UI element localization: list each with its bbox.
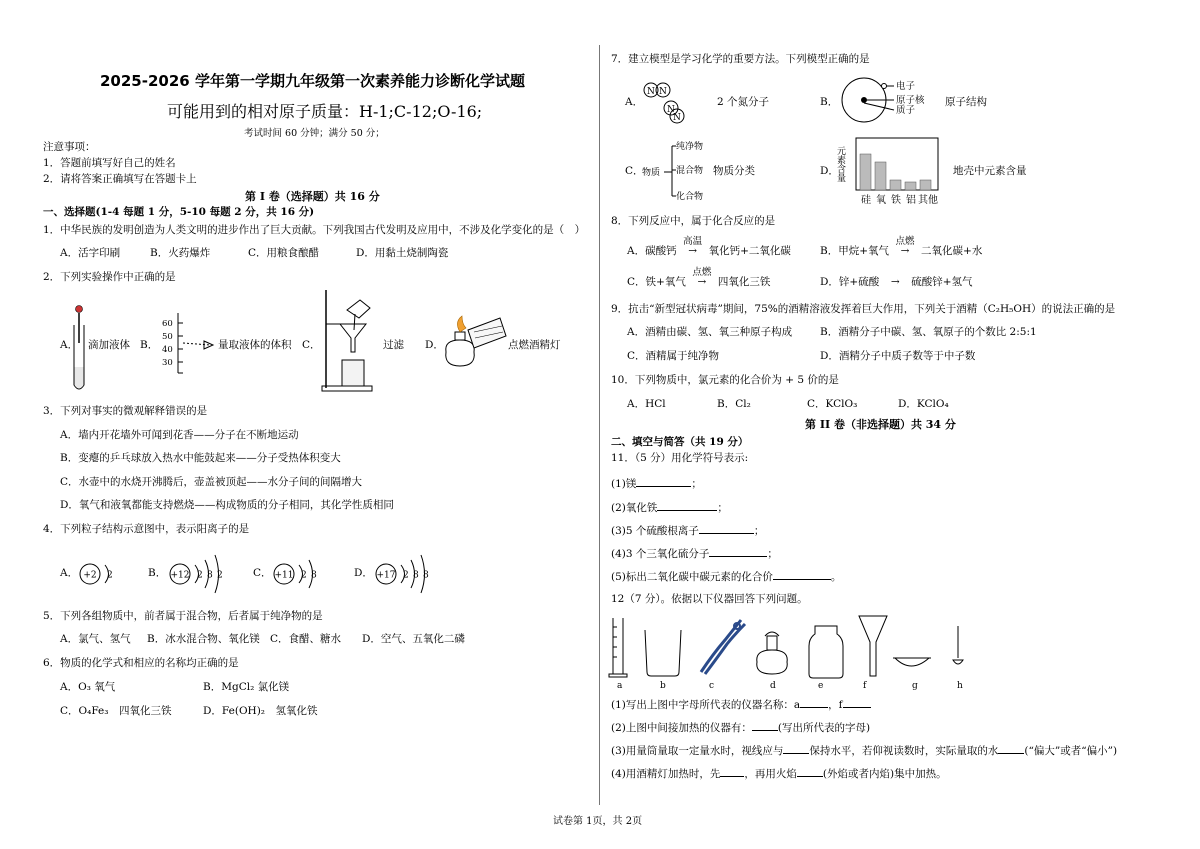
bar-其他 <box>920 180 931 190</box>
bar-label: 铝 <box>906 195 916 206</box>
q8-stem: 8．下列反应中，属于化合反应的是 <box>611 215 776 227</box>
exam-info: 考试时间 60 分钟；满分 50 分； <box>244 128 385 139</box>
q3-option-b: B．变瘪的乒乓球放入热水中能鼓起来——分子受热体积变大 <box>60 452 341 464</box>
cyl-tick-30: 30 <box>162 358 173 368</box>
reaction-condition: 点燃 <box>692 267 712 278</box>
bar-铝 <box>905 182 916 190</box>
q3-stem: 3．下列对事实的微观解释错误的是 <box>43 405 208 417</box>
atomic-mass-line: 可能用到的相对原子质量：H-1;C-12;O-16; <box>167 102 483 121</box>
q10-option-a: A．HCl <box>627 398 666 410</box>
page-footer: 试卷第 1页，共 2页 <box>553 816 643 827</box>
electron-count: 8 <box>207 570 213 581</box>
q11-item-1: (1)镁 ； <box>611 478 702 490</box>
cyl-tick-50: 50 <box>162 332 173 342</box>
q11-item-4: (4)3 个三氧化硫分子 ； <box>611 548 778 560</box>
answer-blank[interactable] <box>998 743 1024 754</box>
q6-option-c: C．O₄Fe₃ 四氧化三铁 <box>60 705 172 717</box>
q4-label-b: B． <box>148 567 167 579</box>
atom-structure-figure <box>836 76 946 126</box>
ion-nucleus-charge: +17 <box>376 570 396 581</box>
svg-text:N: N <box>647 87 655 97</box>
q6-option-b: B．MgCl₂ 氯化镁 <box>203 681 290 693</box>
q2-caption-d: 点燃酒精灯 <box>508 339 561 351</box>
electron-count: 8 <box>423 570 429 581</box>
q12-sub-2: (2)上图中间接加热的仪器有： (写出所代表的字母) <box>611 722 871 734</box>
q7-stem: 7．建立模型是学习化学的重要方法。下列模型正确的是 <box>611 53 870 65</box>
q4-stem: 4．下列粒子结构示意图中，表示阳离子的是 <box>43 523 250 535</box>
q1-stem: 1．中华民族的发明创造为人类文明的进步作出了巨大贡献。下列我国古代发明及应用中，不涉及化学变化的是（ ） <box>43 224 586 236</box>
q6-option-a: A．O₃ 氧气 <box>60 681 116 693</box>
instrument-letter-c: c <box>709 681 715 691</box>
class-branch-pure: 纯净物 <box>676 142 704 152</box>
part2-title: 第 II 卷（非选择题）共 34 分 <box>805 418 956 431</box>
instrument-letter-f: f <box>863 681 867 691</box>
q5-option-a: A．氯气、氢气 <box>60 633 131 645</box>
answer-blank[interactable] <box>709 546 767 557</box>
q8-option-b: B．甲烷+氧气 点燃 → 二氧化碳+水 <box>820 236 983 257</box>
q7-caption-b: 原子结构 <box>945 96 987 108</box>
q9-option-a: A．酒精由碳、氢、氧三种原子构成 <box>627 326 793 338</box>
answer-blank[interactable] <box>783 743 809 754</box>
q1-option-b: B．火药爆炸 <box>150 247 211 259</box>
answer-blank[interactable] <box>657 500 717 511</box>
cyl-tick-60: 60 <box>162 319 173 329</box>
answer-blank[interactable] <box>752 720 778 731</box>
answer-blank[interactable] <box>843 697 871 708</box>
nitrogen-molecule-figure <box>643 78 703 128</box>
notes-title: 注意事项： <box>43 141 96 153</box>
answer-blank[interactable] <box>699 523 754 534</box>
answer-blank[interactable] <box>800 697 828 708</box>
q12-sub-4: (4)用酒精灯加热时，先 ，再用火焰 (外焰或者内焰)集中加热。 <box>611 768 947 780</box>
q9-option-c: C．酒精属于纯净物 <box>627 350 720 362</box>
ion-nucleus-charge: +2 <box>83 570 97 581</box>
instrument-letter-d: d <box>770 681 776 691</box>
bar-label: 铁 <box>891 195 901 206</box>
instrument-letter-a: a <box>617 681 623 691</box>
answer-blank[interactable] <box>773 569 831 580</box>
q9-stem: 9．抗击“新型冠状病毒”期间，75%的酒精溶液发挥着巨大作用，下列关于酒精（C₂H₅OH）的说法正确的是 <box>611 303 1116 315</box>
reaction-condition: 点燃 <box>895 236 915 247</box>
electron-count: 2 <box>403 570 409 581</box>
class-root: 物质 <box>642 168 661 178</box>
q4-label-c: C． <box>253 567 272 579</box>
q1-option-c: C．用粮食酿醋 <box>248 247 320 259</box>
ion-nucleus-charge: +11 <box>274 570 294 581</box>
q2-caption-a: 滴加液体 <box>88 339 130 351</box>
electron-count: 2 <box>217 570 223 581</box>
class-branch-compound: 化合物 <box>676 192 704 202</box>
ion-nucleus-charge: +12 <box>170 570 190 581</box>
bar-ylabel: 元素含量 <box>835 146 845 182</box>
q6-option-d: D．Fe(OH)₂ 氢氧化铁 <box>203 705 318 717</box>
q7-label-b: B． <box>820 96 839 108</box>
q2-caption-b: 量取液体的体积 <box>218 339 292 351</box>
reaction-condition: 高温 <box>683 236 703 247</box>
column-divider <box>599 45 600 805</box>
atom-part-proton: 质子 <box>896 105 916 116</box>
electron-count: 8 <box>311 570 317 581</box>
lab-instruments-figure <box>605 612 975 690</box>
q2-label-c: C． <box>302 339 321 351</box>
q12-sub-3: (3)用量筒量取一定量水时，视线应与 保持水平，若仰视读数时，实际量取的水 (“偏大”或者“偏小”) <box>611 745 1118 757</box>
q3-option-d: D．氧气和液氧都能支持燃烧——构成物质的分子相同，其化学性质相同 <box>60 499 394 511</box>
class-branch-mixture: 混合物 <box>676 166 704 176</box>
electron-count: 8 <box>413 570 419 581</box>
q7-caption-a: 2 个氮分子 <box>717 96 770 108</box>
instrument-letter-e: e <box>818 681 824 691</box>
q2-label-b: B． <box>140 339 159 351</box>
matter-classification-tree <box>642 138 712 204</box>
q11-item-3: (3)5 个硫酸根离子 ； <box>611 525 765 537</box>
atom-part-nucleus: 原子核 <box>896 95 925 106</box>
bar-label: 硅 <box>861 195 871 206</box>
q8-option-d: D．锌+硫酸 → 硫酸锌+氢气 <box>820 276 973 288</box>
q11-item-2: (2)氧化铁 ； <box>611 502 728 514</box>
q7-label-c: C． <box>625 165 644 177</box>
q5-option-d: D．空气、五氧化二磷 <box>362 633 465 645</box>
svg-text:N: N <box>673 113 681 123</box>
answer-blank[interactable] <box>720 766 744 777</box>
part1-title: 第 I 卷（选择题）共 16 分 <box>245 190 380 203</box>
cyl-tick-40: 40 <box>162 345 173 355</box>
q4-label-a: A． <box>60 567 79 579</box>
q7-caption-d: 地壳中元素含量 <box>953 165 1027 177</box>
svg-text:N: N <box>659 87 667 97</box>
q5-option-c: C．食醋、糖水 <box>270 633 342 645</box>
q11-item-5: (5)标出二氧化碳中碳元素的化合价 。 <box>611 571 842 583</box>
bar-label: 其他 <box>918 195 938 206</box>
q7-caption-c: 物质分类 <box>713 165 755 177</box>
q8-option-c: C．铁+氧气 点燃 → 四氧化三铁 <box>627 267 771 288</box>
page-title: 2025-2026 学年第一学期九年级第一次素养能力诊断化学试题 <box>100 72 525 90</box>
answer-blank[interactable] <box>797 766 823 777</box>
q1-option-a: A．活字印刷 <box>60 247 121 259</box>
crust-element-bar-chart <box>835 136 940 206</box>
q3-option-c: C．水壶中的水烧开沸腾后，壶盖被顶起——水分子间的间隔增大 <box>60 476 363 488</box>
q11-stem: 11．（5 分）用化学符号表示: <box>611 452 749 464</box>
note-1: 1．答题前填写好自己的姓名 <box>43 157 176 169</box>
q10-stem: 10．下列物质中，氯元素的化合价为 + 5 价的是 <box>611 374 839 386</box>
bar-氧 <box>875 162 886 190</box>
note-2: 2．请将答案正确填写在答题卡上 <box>43 173 197 185</box>
q3-option-a: A．墙内开花墙外可闻到花香——分子在不断地运动 <box>60 429 299 441</box>
q5-stem: 5．下列各组物质中，前者属于混合物，后者属于纯净物的是 <box>43 610 323 622</box>
bar-铁 <box>890 180 901 190</box>
bar-硅 <box>860 154 871 190</box>
q12-stem: 12（7 分）。依据以下仪器回答下列问题。 <box>611 593 808 605</box>
q9-option-d: D．酒精分子中质子数等于中子数 <box>820 350 976 362</box>
part1-section: 一、选择题(1-4 每题 1 分，5-10 每题 2 分，共 16 分) <box>43 206 315 218</box>
q4-label-d: D． <box>354 567 373 579</box>
atom-part-electron: 电子 <box>896 81 916 92</box>
electron-count: 2 <box>197 570 203 581</box>
electron-count: 2 <box>301 570 307 581</box>
q5-option-b: B．冰水混合物、氧化镁 <box>147 633 260 645</box>
q1-option-d: D．用黏土烧制陶瓷 <box>356 247 449 259</box>
instrument-letter-b: b <box>660 681 666 691</box>
electron-count: 2 <box>107 570 113 581</box>
q2-label-d: D． <box>425 339 444 351</box>
part2-section: 二、填空与简答（共 19 分） <box>611 436 749 448</box>
svg-text:N: N <box>667 105 675 115</box>
q2-caption-c: 过滤 <box>383 339 404 351</box>
q7-label-d: D． <box>820 165 839 177</box>
bar-label: 氧 <box>876 195 886 206</box>
instrument-letter-g: g <box>912 681 918 691</box>
q10-option-c: C．KClO₃ <box>807 398 858 410</box>
q9-option-b: B．酒精分子中碳、氢、氧原子的个数比 2:5:1 <box>820 326 1037 338</box>
q2-label-a: A． <box>60 339 79 351</box>
q2-stem: 2．下列实验操作中正确的是 <box>43 271 176 283</box>
instrument-letter-h: h <box>957 681 963 691</box>
q6-stem: 6．物质的化学式和相应的名称均正确的是 <box>43 657 239 669</box>
q8-option-a: A．碳酸钙 高温 → 氧化钙+二氧化碳 <box>627 236 791 257</box>
q12-sub-1: (1)写出上图中字母所代表的仪器名称：a ，f <box>611 697 871 712</box>
q7-label-a: A． <box>625 96 644 108</box>
q10-option-d: D．KClO₄ <box>898 398 949 410</box>
answer-blank[interactable] <box>636 476 691 487</box>
q10-option-b: B．Cl₂ <box>717 398 751 410</box>
